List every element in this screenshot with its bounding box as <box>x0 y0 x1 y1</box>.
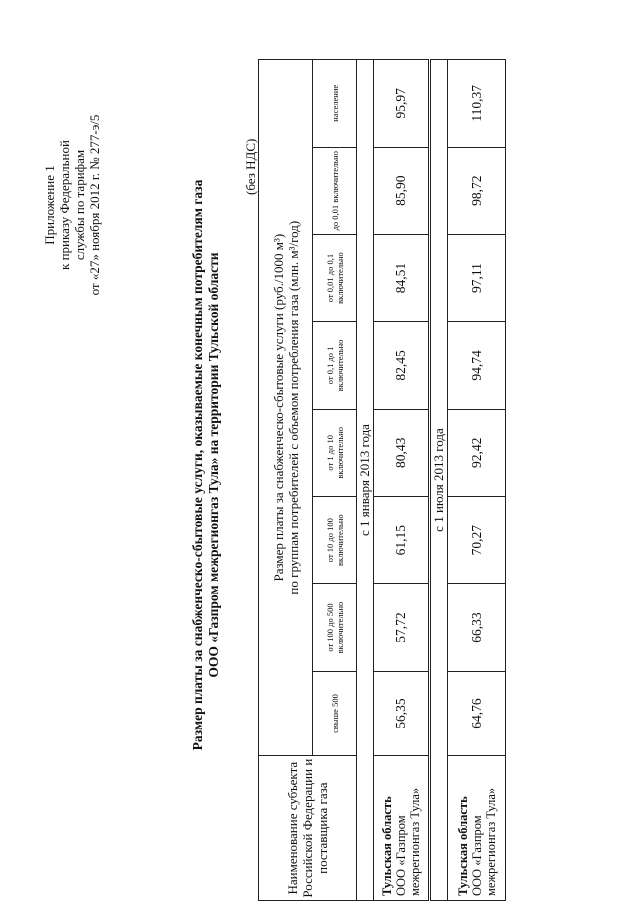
column-header: до 0,01 включительно <box>313 147 357 234</box>
fee-value: 80,43 <box>374 409 430 496</box>
period-header: с 1 января 2013 года <box>357 60 374 901</box>
subject-cell <box>374 756 430 901</box>
subject-cell <box>448 756 506 901</box>
subject-supplier: ООО «Газпром межрегионгаз Тула» <box>469 787 498 896</box>
title-line: Размер платы за снабженческо-сбытовые услуги, оказываемые конечным потребителям газа <box>190 179 205 751</box>
fee-group-header <box>259 60 313 756</box>
appendix-block <box>42 65 102 345</box>
fee-header-line: по группам потребителей с объемом потребления газа (млн. м³/год) <box>285 220 301 595</box>
title-line: ООО «Газпром межрегионгаз Тула» на территории Тульской области <box>206 252 221 678</box>
vat-note: (без НДС) <box>243 138 258 195</box>
appendix-line: Приложение 1 <box>42 165 57 245</box>
column-header: от 100 до 500 включительно <box>313 584 357 671</box>
subject-region: Тульская область <box>380 796 394 896</box>
subject-column-header: Наименование субъекта Российской Федерации и поставщика газа <box>259 756 357 901</box>
fee-value: 84,51 <box>374 234 430 321</box>
fee-value: 57,72 <box>374 584 430 671</box>
fee-header-line: Размер платы за снабженческо-сбытовые услуги (руб./1000 м³) <box>270 233 286 582</box>
fee-value: 95,97 <box>374 60 430 148</box>
appendix-line: службы по тарифам <box>72 149 87 261</box>
fee-value: 94,74 <box>448 322 506 409</box>
fee-value: 98,72 <box>448 147 506 234</box>
column-header: от 0,01 до 0,1 включительно <box>313 234 357 321</box>
appendix-line: от «27» ноября 2012 г. № 277-э/5 <box>87 114 102 296</box>
tariff-table <box>258 59 506 901</box>
period-header: с 1 июля 2013 года <box>430 60 448 901</box>
fee-value: 110,37 <box>448 60 506 148</box>
fee-value: 70,27 <box>448 496 506 583</box>
column-header: от 10 до 100 включительно <box>313 496 357 583</box>
column-header: от 0,1 до 1 включительно <box>313 322 357 409</box>
appendix-line: к приказу Федеральной <box>57 140 72 270</box>
fee-value: 85,90 <box>374 147 430 234</box>
fee-value: 61,15 <box>374 496 430 583</box>
subject-supplier: ООО «Газпром межрегионгаз Тула» <box>394 787 422 896</box>
column-header: от 1 до 10 включительно <box>313 409 357 496</box>
fee-value: 66,33 <box>448 584 506 671</box>
fee-value: 56,35 <box>374 671 430 756</box>
fee-value: 92,42 <box>448 409 506 496</box>
fee-value: 97,11 <box>448 234 506 321</box>
subject-region: Тульская область <box>455 796 470 896</box>
column-header: свыше 500 <box>313 671 357 756</box>
document-title <box>190 65 222 865</box>
fee-value: 64,76 <box>448 671 506 756</box>
fee-value: 82,45 <box>374 322 430 409</box>
column-header: население <box>313 60 357 148</box>
